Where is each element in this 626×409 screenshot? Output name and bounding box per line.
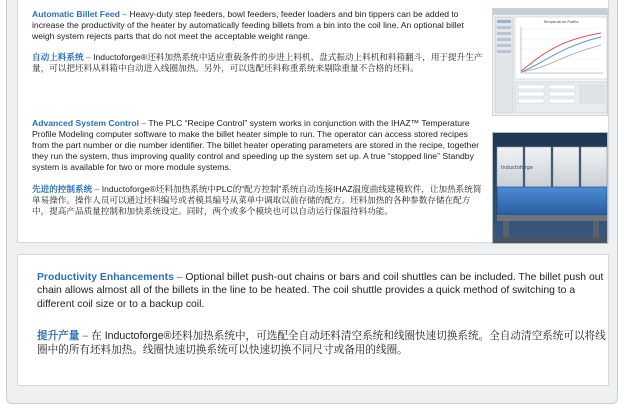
advanced-system-control-zh-heading: 先进的控制系统 — [32, 184, 93, 194]
automatic-billet-feed-body: Heavy-duty step feeders, bowl feeders, feeder loaders and bin tippers can be added to increase the productivity of the heater by automatically feeding billets from a bin into the coil line. An optional billet weigh system rejects parts that do not meet the acceptable weight range. — [32, 9, 464, 41]
productivity-enhancements-heading: Productivity Enhancements — [37, 272, 174, 283]
automatic-billet-feed-heading: Automatic Billet Feed — [32, 9, 120, 19]
advanced-system-control-paragraph — [32, 118, 484, 173]
automatic-billet-feed-zh-heading: 自动上料系统 — [32, 52, 84, 62]
heading-dash: – — [119, 9, 130, 19]
productivity-enhancements-zh-heading: 提升产量 — [37, 330, 80, 342]
heater-machine-image — [493, 133, 608, 244]
automatic-billet-feed-paragraph — [32, 9, 484, 42]
machine-brand-label: Inductoforge — [501, 165, 533, 171]
chart-title: Temperature Profile — [543, 20, 579, 24]
page-frame — [6, 0, 618, 404]
upper-panel — [17, 0, 609, 243]
heading-dash: – — [92, 184, 102, 194]
advanced-system-control-heading: Advanced System Control — [32, 118, 139, 128]
heading-dash: – — [79, 330, 92, 342]
temperature-profile-screenshot — [492, 8, 608, 116]
productivity-enhancements-zh-body: 在 Inductoforge®坯料加热系统中，可选配全自动坯料清空系统和线圈快速切换系统。全自动清空系统可以将线圈中的所有坯料加热。线圈快速切换系统可以快速切换不同尺寸或备用的线圈。 — [37, 330, 606, 357]
automatic-billet-feed-zh-body: Inductoforge®还料加热系统中适应重载条件的步进上料机、盘式振动上料机和料箱翻斗，用于提升生产量，可以把坯料从料箱中自动进入线圈加热。另外，可以选配坯料称重系统来剔除重量不合格的坯料。 — [32, 52, 483, 74]
advanced-system-control-zh-body: Inductoforge®坯料加热系统中PLC的“配方控制”系统自动连接IHAZ温度曲线建模软件，让加热系统简单易操作。操作人员可以通过坯料编号或者模具编号从菜单中调取以前存储的配方。坯料加热的各种参数存储在配方中，提高产品质量控制和加快系统设定。同时，两个或多个模块也可以自动运行保温待料功能。 — [32, 184, 482, 217]
automatic-billet-feed-zh-paragraph — [32, 52, 484, 74]
heading-dash: – — [83, 52, 94, 62]
productivity-enhancements-zh-paragraph — [37, 329, 611, 357]
heading-dash: – — [173, 272, 186, 283]
advanced-system-control-body: The PLC “Recipe Control” system works in conjunction with the IHAZ™ Temperature Profile Modeling computer software to make the billet heater simple to run. The operator can access stored recipes from the part number or die number identifier. The billet heater operating parameters are stored in the recipe, together they run the system, thus improving quality control and speeding up the system set up. A true “stopped line” Standby system is available for two or more module systems. — [32, 118, 479, 172]
productivity-enhancements-body: Optional billet push-out chains or bars and coil shuttles can be included. The billet push out chain allows almost all of the billets in the line to be heated. The coil shuttle provides a quick method of switching to a different coil size or to a backup coil. — [37, 272, 604, 310]
lower-panel — [17, 254, 609, 386]
heater-modules-photo — [492, 132, 608, 244]
software-window-image — [493, 9, 609, 117]
heading-dash: – — [138, 118, 149, 128]
productivity-enhancements-paragraph — [37, 271, 611, 311]
advanced-system-control-zh-paragraph — [32, 184, 484, 218]
